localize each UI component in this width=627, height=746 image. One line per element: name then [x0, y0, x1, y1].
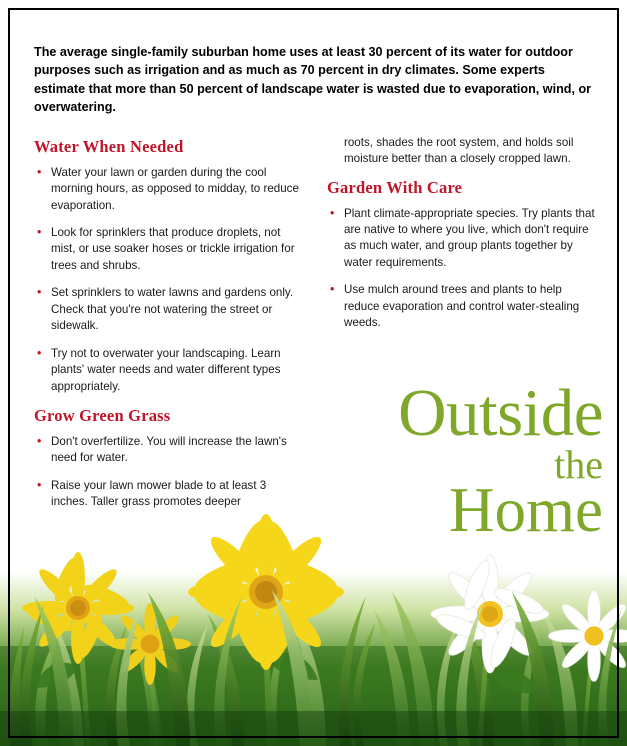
- list-item: • Use mulch around trees and plants to help reduce evaporation and control water-stealing weeds.: [327, 282, 596, 331]
- bullet-list-water-when-needed: [34, 165, 303, 395]
- section-heading-water-when-needed: Water When Needed: [34, 136, 184, 156]
- intro-paragraph: The average single-family suburban home uses at least 30 percent of its water for outdoor purposes such as irrigation and as much as 70 percent in dry climates. Some experts estimate that more than 50 percent of landscape water is wasted due to evaporation, wind, or overwatering.: [34, 44, 592, 115]
- list-item: • Set sprinklers to water lawns and gardens only. Check that you're not watering the street or sidewalk.: [34, 285, 303, 334]
- page-title-line-1: Outside: [398, 376, 603, 450]
- section-heading-garden-with-care: Garden With Care: [327, 177, 463, 197]
- left-column: [34, 133, 303, 522]
- page-title: [303, 376, 603, 546]
- page-title-line-3: Home: [449, 475, 603, 546]
- list-item: • Look for sprinklers that produce droplets, not mist, or use soaker hoses or trickle irrigation for trees and shrubs.: [34, 225, 303, 274]
- page-title-line-2: the: [554, 442, 603, 488]
- bullet-list-grow-green-grass: [34, 434, 303, 511]
- list-item: • Water your lawn or garden during the cool morning hours, as opposed to midday, to reduce evaporation.: [34, 165, 303, 214]
- list-item: • Try not to overwater your landscaping. Learn plants' water needs and water different types appropriately.: [34, 346, 303, 395]
- list-item: • Raise your lawn mower blade to at least 3 inches. Taller grass promotes deeper: [34, 478, 303, 511]
- list-item: • Don't overfertilize. You will increase the lawn's need for water.: [34, 434, 303, 467]
- list-item: • Plant climate-appropriate species. Try plants that are native to where you live, which don't require as much water, and group plants together by water requirements.: [327, 206, 596, 272]
- bullet-list-garden-with-care: [327, 206, 596, 332]
- continued-paragraph: roots, shades the root system, and holds soil moisture better than a closely cropped lawn.: [344, 135, 574, 166]
- section-heading-grow-green-grass: Grow Green Grass: [34, 406, 171, 426]
